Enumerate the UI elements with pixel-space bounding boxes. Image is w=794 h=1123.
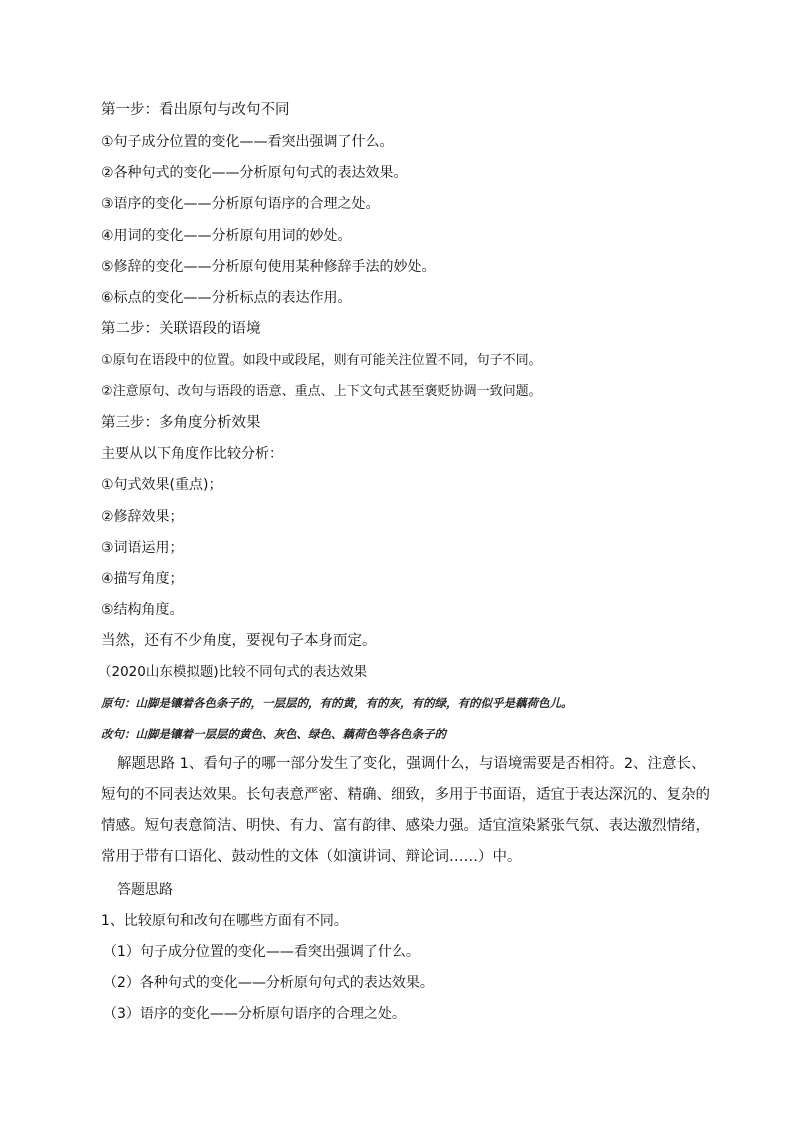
step1-item-3: ③语序的变化——分析原句语序的合理之处。 (101, 196, 380, 212)
answer-heading: 答题思路 (117, 882, 173, 898)
step1-item-4: ④用词的变化——分析原句用词的妙处。 (101, 228, 352, 244)
step3-item-4: ④描写角度； (101, 571, 184, 587)
step1-item-5: ⑤修辞的变化——分析原句使用某种修辞手法的妙处。 (101, 259, 436, 275)
example-analysis: 解题思路 1、看句子的哪一部分发生了变化，强调什么，与语境需要是否相符。2、注意长、短句的不同表达效果。长句表意严密、精确、细致，多用于书面语，适宜于表达深沉的、复杂的情感。短句表意简洁、明快、有力、富有韵律、感染力强。适宜渲染紧张气氛、表达激烈情绪，常用于带有口语化、鼓动性的文体（如演讲词、辩论词……）中。 (101, 756, 710, 865)
step3-note: 当然，还有不少角度，要视句子本身而定。 (101, 633, 377, 649)
step3-heading: 第三步：多角度分析效果 (101, 415, 261, 431)
step1-item-2: ②各种句式的变化——分析原句句式的表达效果。 (101, 165, 408, 181)
step3-item-3: ③词语运用； (101, 540, 184, 556)
answer-subitem-3: （3）语序的变化——分析原句语序的合理之处。 (103, 1006, 406, 1022)
step3-item-2: ②修辞效果； (101, 509, 184, 525)
example-original-sentence: 原句：山脚是镶着各色条子的，一层层的，有的黄，有的灰，有的绿，有的似乎是藕荷色儿。 (101, 696, 573, 710)
answer-subitem-1: （1）句子成分位置的变化——看突出强调了什么。 (103, 944, 420, 960)
step2-item-1: ①原句在语段中的位置。如段中或段尾，则有可能关注位置不同，句子不同。 (101, 353, 542, 368)
step2-item-2: ②注意原句、改句与语段的语意、重点、上下文句式甚至褒贬协调一致问题。 (101, 384, 542, 399)
answer-subitem-2: （2）各种句式的变化——分析原句句式的表达效果。 (103, 975, 434, 991)
example-title: （2020山东模拟题)比较不同句式的表达效果 (98, 664, 368, 680)
example-revised-sentence: 改句：山脚是镶着一层层的黄色、灰色、绿色、藕荷色等各色条子的 (101, 727, 446, 741)
step1-item-1: ①句子成分位置的变化——看突出强调了什么。 (101, 134, 394, 150)
step1-heading: 第一步：看出原句与改句不同 (101, 102, 290, 118)
step3-item-1: ①句式效果(重点)； (101, 477, 223, 493)
step3-item-5: ⑤结构角度。 (101, 602, 184, 618)
answer-point-1: 1、比较原句和改句在哪些方面有不同。 (101, 913, 348, 929)
step3-intro: 主要从以下角度作比较分析： (101, 446, 283, 462)
step2-heading: 第二步：关联语段的语境 (101, 321, 261, 337)
step1-item-6: ⑥标点的变化——分析标点的表达作用。 (101, 290, 352, 306)
